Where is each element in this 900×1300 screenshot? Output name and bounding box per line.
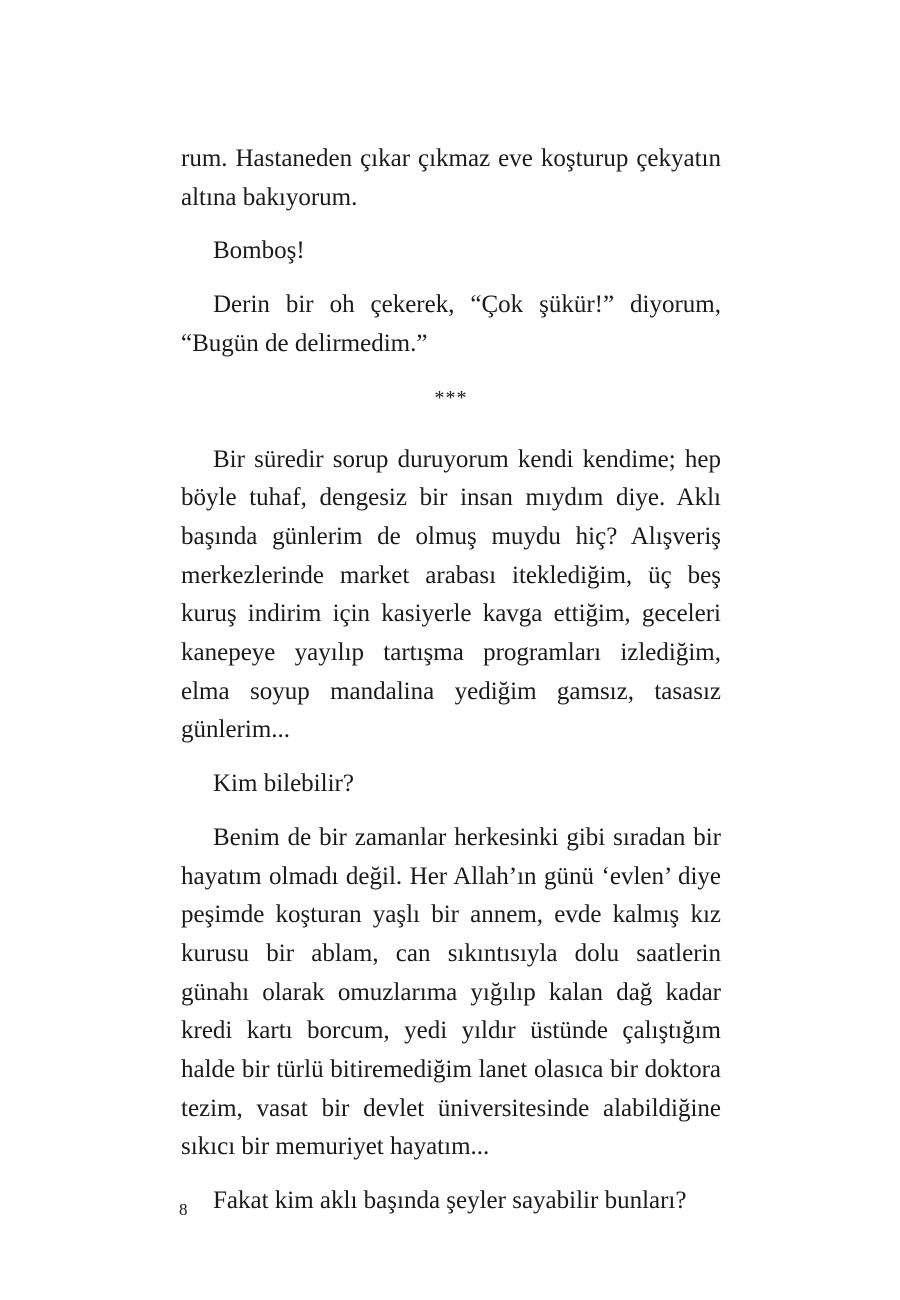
- body-text: [181, 140, 721, 1236]
- page-number: 8: [179, 1200, 188, 1219]
- paragraph-bir-suredir: Bir süredir sorup duruyorum kendi kendime; hep böyle tuhaf, dengesiz bir insan mıydım diye. Aklı başında günlerim de olmuş muydu hiç? Alışveriş merkezlerinde market arabası iteklediğim, üç beş kuruş indirim için kasiyerle kavga ettiğim, geceleri kanepeye yayılıp tartışma programları izlediğim, elma soyup mandalina yediğim gamsız, tasasız günlerim...: [181, 445, 721, 744]
- section-separator: ***: [434, 386, 468, 409]
- paragraph-kim-bilebilir: Kim bilebilir?: [213, 770, 354, 798]
- paragraph-benim-de: Benim de bir zamanlar herkesinki gibi sıradan bir hayatım olmadı değil. Her Allah’ın günü ‘evlen’ diye peşimde koşturan yaşlı bir annem, evde kalmış kız kurusu bir ablam, can sıkıntısıyla dolu saatlerin günahı olarak omuzlarıma yığılıp kalan dağ kadar kredi kartı borcum, yedi yıldır üstünde çalıştığım halde bir türlü bitiremediğim lanet olasıca bir doktora tezim, vasat bir devlet üniversitesinde alabildiğine sıkıcı bir memuriyet hayatım...: [181, 823, 721, 1161]
- paragraph-derin-bir-oh: Derin bir oh çekerek, “Çok şükür!” diyorum, “Bugün de delirmedim.”: [181, 291, 721, 357]
- paragraph-fakat-kim: Fakat kim aklı başında şeyler sayabilir bunları?: [213, 1187, 687, 1215]
- paragraph-bombos: Bomboş!: [213, 237, 305, 265]
- paragraph-continuation: rum. Hastaneden çıkar çıkmaz eve koşturup çekyatın altına bakıyorum.: [181, 145, 721, 211]
